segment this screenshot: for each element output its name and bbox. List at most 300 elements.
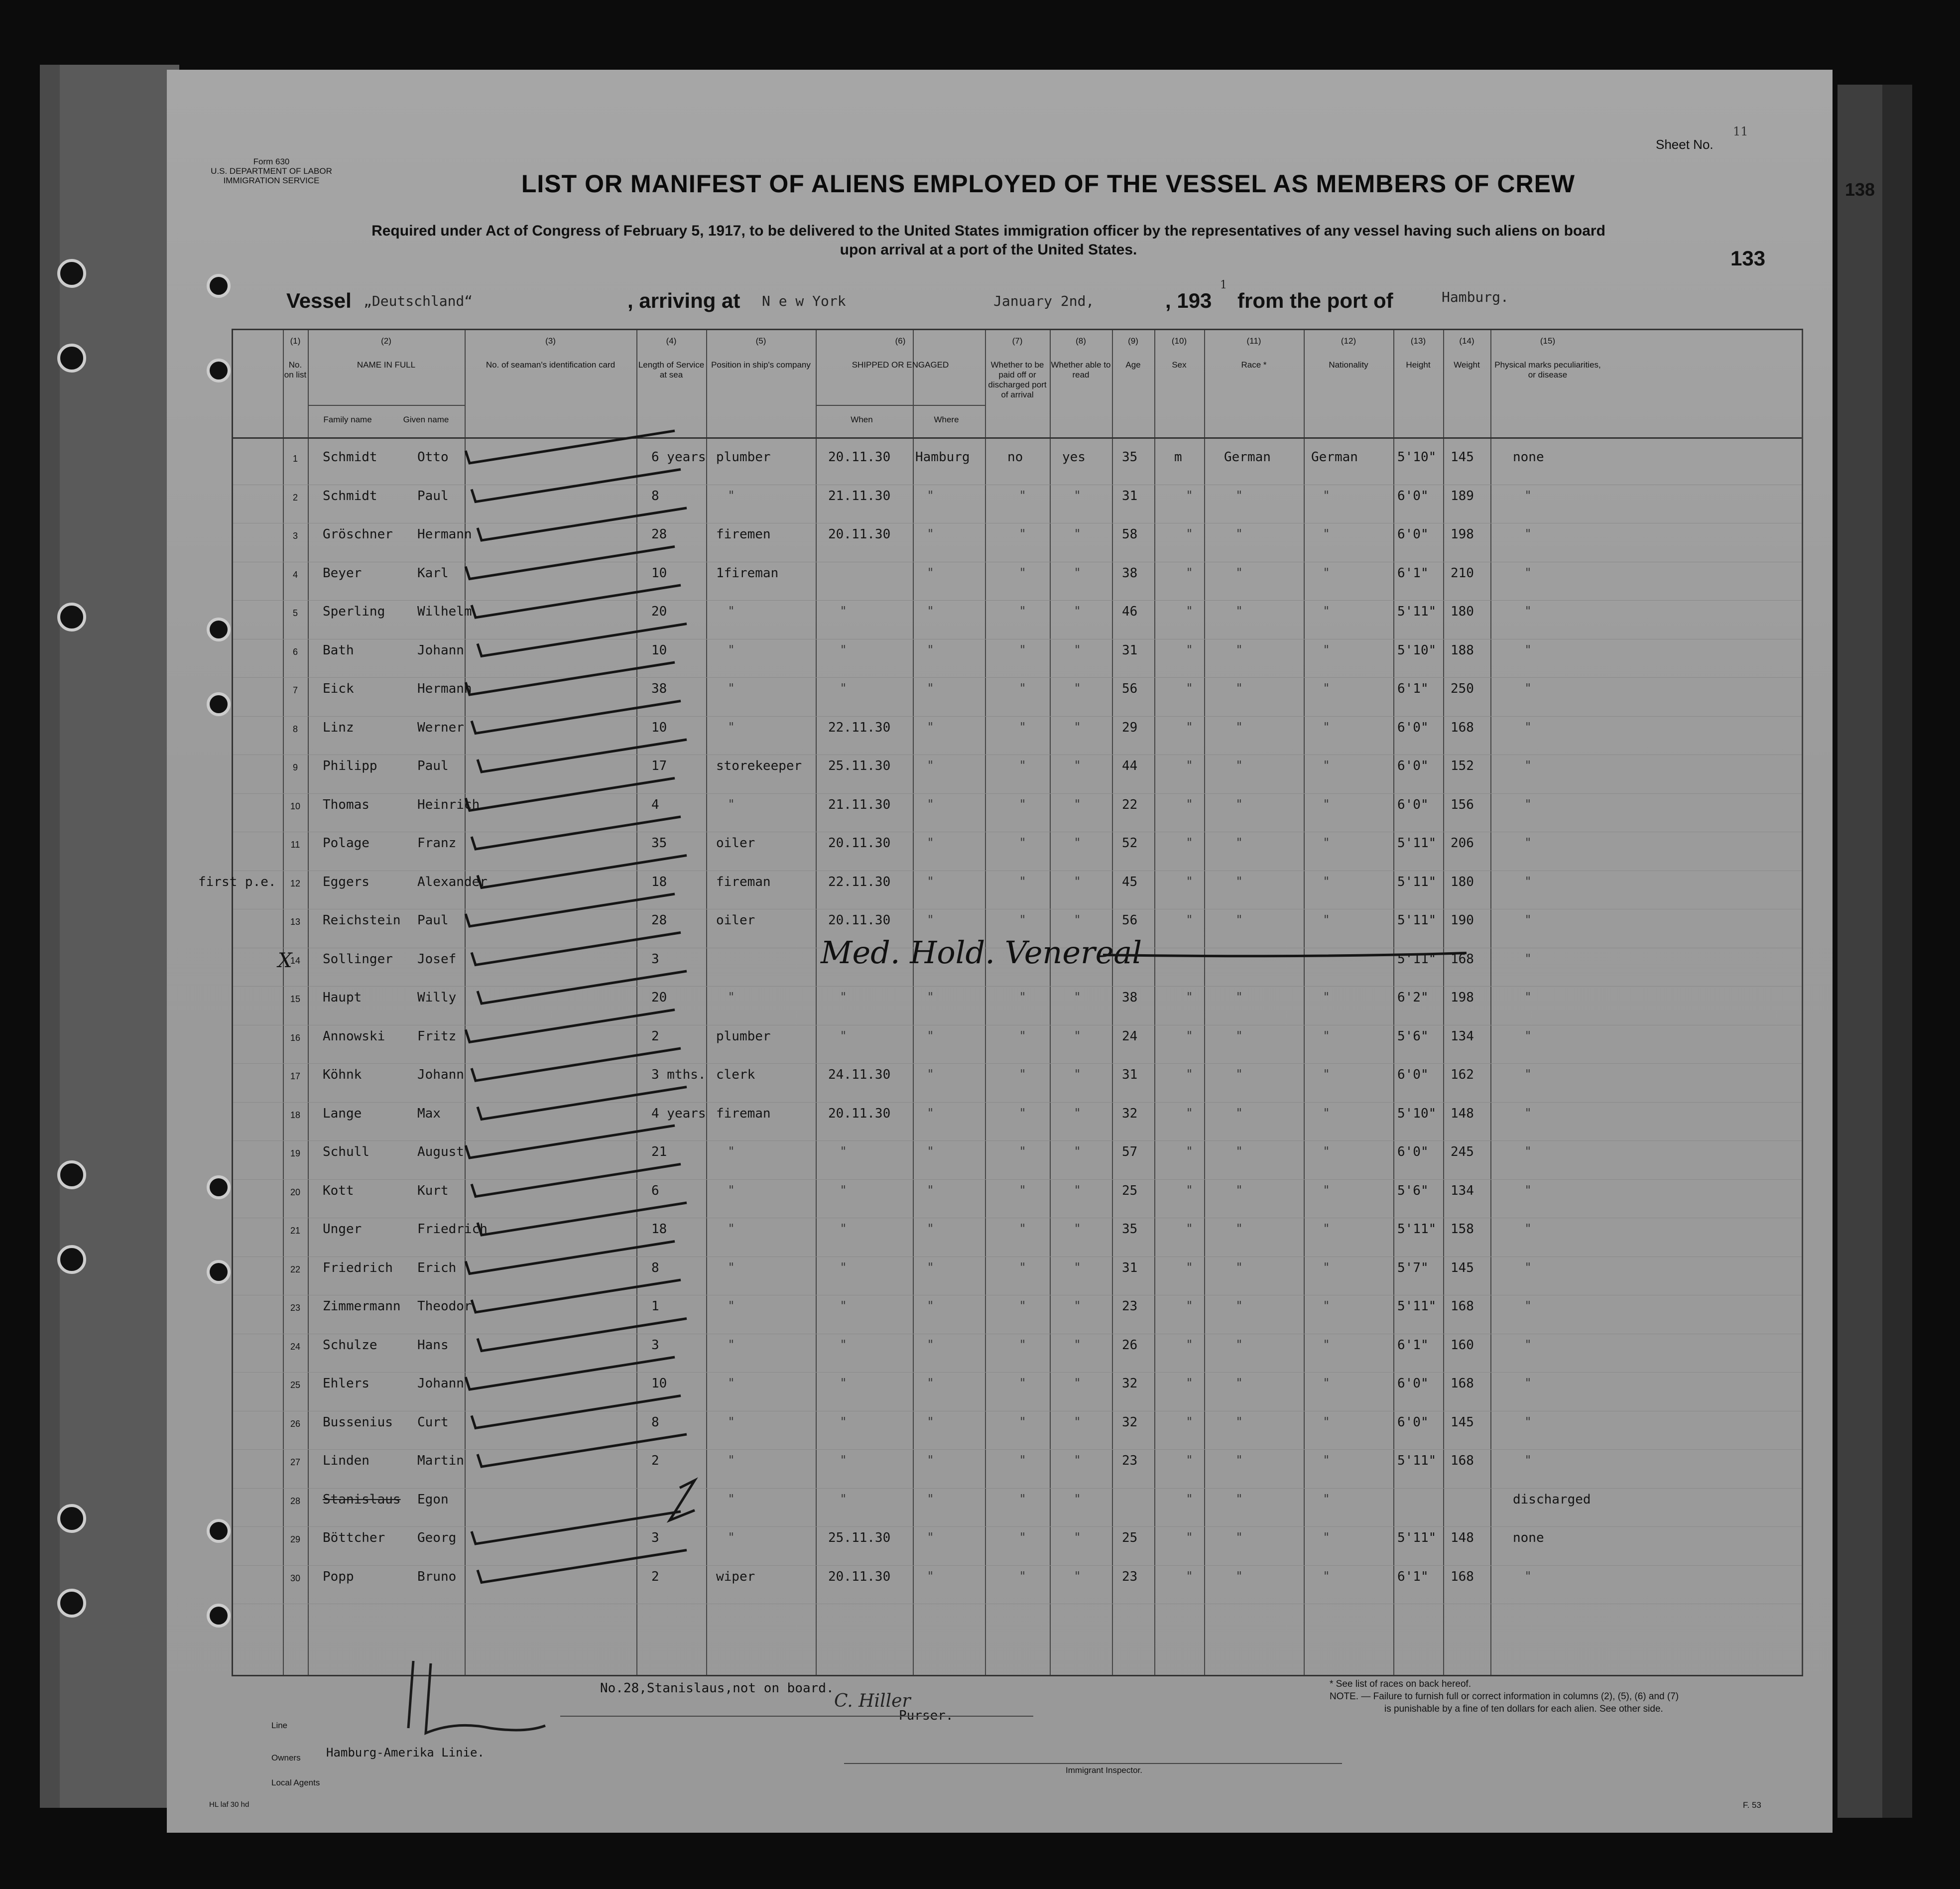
physical-marks: ": [1525, 1260, 1531, 1274]
col-height-number: (13): [1410, 336, 1426, 346]
age: 52: [1122, 836, 1138, 851]
service-length: 38: [651, 681, 667, 696]
able-to-read: ": [1075, 604, 1081, 618]
ship-position: ": [729, 1492, 735, 1506]
local-agents-label: Local Agents: [271, 1778, 320, 1787]
family-name: Schulze: [323, 1337, 377, 1353]
given-name: Paul: [417, 488, 449, 504]
service-length: 35: [651, 836, 667, 851]
able-to-read: ": [1075, 1337, 1081, 1352]
service-length: 8: [651, 1260, 659, 1275]
service-length: 21: [651, 1144, 667, 1159]
paid-off: ": [1020, 758, 1026, 772]
row-divider: [233, 1140, 1802, 1141]
row-number: 23: [290, 1303, 301, 1313]
service-length: 28: [651, 527, 667, 542]
weight: 168: [1451, 720, 1474, 735]
arrival-date: January 2nd,: [993, 293, 1095, 309]
service-length: 10: [651, 1376, 667, 1391]
service-length: 18: [651, 1222, 667, 1237]
age: 23: [1122, 1299, 1138, 1314]
family-name: Köhnk: [323, 1067, 362, 1082]
service-length: 18: [651, 874, 667, 889]
shipped-where: ": [928, 1222, 934, 1236]
given-name: Erich: [417, 1260, 457, 1275]
paid-off: ": [1020, 527, 1026, 541]
col-race-number: (11): [1246, 336, 1261, 346]
able-to-read: ": [1075, 488, 1081, 503]
nationality: ": [1324, 681, 1330, 695]
col-service-header: Length of Service at sea: [638, 360, 705, 379]
service-length: 4: [651, 797, 659, 812]
height: 6'1": [1397, 681, 1429, 696]
family-name: Philipp: [323, 758, 377, 773]
crew-manifest-table: [198, 329, 1803, 1676]
paid-off: ": [1020, 1106, 1026, 1120]
col-shipped-when: When: [851, 415, 873, 424]
nationality: ": [1324, 720, 1330, 734]
paid-off: ": [1020, 1299, 1026, 1313]
weight: 148: [1451, 1106, 1474, 1121]
paid-off: ": [1020, 642, 1026, 657]
ship-position: oiler: [716, 836, 755, 851]
paid-off: ": [1020, 1337, 1026, 1352]
sex: ": [1187, 990, 1193, 1004]
shipped-where: ": [928, 1414, 934, 1429]
weight: 168: [1451, 951, 1474, 967]
column-divider: [816, 330, 817, 1675]
age: 58: [1122, 527, 1138, 542]
physical-marks: ": [1525, 1144, 1531, 1158]
family-name: Friedrich: [323, 1260, 393, 1275]
shipped-where: ": [928, 720, 934, 734]
race: ": [1236, 913, 1242, 927]
from-port: Hamburg.: [1442, 289, 1509, 305]
family-name: Popp: [323, 1569, 354, 1584]
col-given-name: Given name: [403, 415, 449, 424]
col-age-number: (9): [1128, 336, 1138, 346]
race: ": [1236, 1530, 1242, 1544]
medical-hold-note: Med. Hold. Venereal: [821, 934, 1142, 971]
service-length: 2: [651, 1028, 659, 1044]
sex: ": [1187, 565, 1193, 580]
binder-hole-icon: [57, 1504, 86, 1533]
family-name: Zimmermann: [323, 1299, 401, 1314]
nationality: ": [1324, 1376, 1330, 1390]
given-name: Egon: [417, 1492, 449, 1507]
shipped-when: 22.11.30: [828, 720, 891, 735]
page-hole-icon: [207, 692, 231, 716]
height: 6'1": [1397, 1569, 1429, 1584]
nationality: ": [1324, 913, 1330, 927]
family-name: Stanislaus: [323, 1492, 401, 1507]
weight: 198: [1451, 990, 1474, 1005]
sheet-label: Sheet No.: [1656, 137, 1714, 152]
service-length: 3: [651, 1530, 659, 1545]
column-divider: [706, 330, 707, 1675]
family-name: Böttcher: [323, 1530, 385, 1545]
row-number: 22: [290, 1264, 301, 1274]
sex: ": [1187, 797, 1193, 811]
paid-off: ": [1020, 1183, 1026, 1197]
family-name: Reichstein: [323, 913, 401, 928]
row-number: 8: [292, 724, 298, 734]
form-number: Form 630: [253, 157, 290, 166]
paid-off: ": [1020, 1492, 1026, 1506]
shipped-where: ": [928, 488, 934, 503]
age: 31: [1122, 642, 1138, 658]
sex: m: [1174, 450, 1182, 465]
age: 35: [1122, 1222, 1138, 1237]
year-suffix: 1: [1220, 279, 1227, 291]
col-name-number: (2): [381, 336, 391, 346]
ship-position: ": [729, 488, 735, 503]
nationality: ": [1324, 1337, 1330, 1352]
arriving-port: N e w York: [762, 293, 846, 309]
physical-marks: ": [1525, 990, 1531, 1004]
height: 5'11": [1397, 1299, 1437, 1314]
height: 6'0": [1397, 797, 1429, 812]
service-length: 4 years: [651, 1106, 706, 1121]
race: ": [1236, 1414, 1242, 1429]
shipped-where: ": [928, 1144, 934, 1158]
col-shipped-where: Where: [934, 415, 959, 424]
able-to-read: ": [1075, 1376, 1081, 1390]
shipped-when: ": [841, 1376, 847, 1390]
given-name: Johann: [417, 642, 464, 658]
shipped-when: ": [841, 1260, 847, 1274]
col-paid-off-number: (7): [1012, 336, 1023, 346]
weight: 152: [1451, 758, 1474, 773]
height: 6'0": [1397, 1144, 1429, 1159]
race: ": [1236, 1144, 1242, 1158]
sex: ": [1187, 1222, 1193, 1236]
shipped-when: ": [841, 1183, 847, 1197]
physical-marks: ": [1525, 836, 1531, 850]
ship-position: ": [729, 1222, 735, 1236]
row-number: 15: [290, 994, 301, 1004]
ship-position: ": [729, 1530, 735, 1544]
able-to-read: ": [1075, 1144, 1081, 1158]
family-name: Eick: [323, 681, 354, 696]
column-divider: [913, 330, 914, 1675]
family-name: Schmidt: [323, 450, 377, 465]
margin-note-first: first p.e.: [198, 874, 276, 889]
nationality: ": [1324, 1183, 1330, 1197]
weight: 198: [1451, 527, 1474, 542]
height: 5'7": [1397, 1260, 1429, 1275]
shipped-when: ": [841, 681, 847, 695]
handwritten-line-mark: [396, 1653, 655, 1753]
ship-position: 1fireman: [716, 565, 779, 581]
race: ": [1236, 527, 1242, 541]
shipped-when: 25.11.30: [828, 1530, 891, 1545]
weight: 245: [1451, 1144, 1474, 1159]
able-to-read: ": [1075, 913, 1081, 927]
col-family-name: Family name: [323, 415, 372, 424]
fine-note-2: is punishable by a fine of ten dollars for each alien. See other side.: [1384, 1704, 1663, 1714]
shipped-where: ": [928, 1569, 934, 1583]
shipped-when: 20.11.30: [828, 450, 891, 465]
nationality: German: [1311, 450, 1358, 465]
shipped-where: ": [928, 1299, 934, 1313]
height: 5'11": [1397, 604, 1437, 619]
given-name: Kurt: [417, 1183, 449, 1198]
sex: ": [1187, 758, 1193, 772]
physical-marks: ": [1525, 1067, 1531, 1081]
paid-off: ": [1020, 604, 1026, 618]
able-to-read: ": [1075, 565, 1081, 580]
row-number: 17: [290, 1071, 301, 1081]
age: 35: [1122, 450, 1138, 465]
service-length: 17: [651, 758, 667, 773]
column-divider: [1050, 330, 1051, 1675]
col-nationality-number: (12): [1341, 336, 1356, 346]
given-name: Curt: [417, 1414, 449, 1430]
shipped-when: 25.11.30: [828, 758, 891, 773]
nationality: ": [1324, 874, 1330, 888]
sex: ": [1187, 642, 1193, 657]
column-divider: [985, 330, 986, 1675]
shipped-when: ": [841, 1299, 847, 1313]
print-code: HL laf 30 hd: [209, 1800, 249, 1809]
height: 6'2": [1397, 990, 1429, 1005]
column-divider: [1204, 330, 1205, 1675]
column-divider: [1304, 330, 1305, 1675]
col-service-number: (4): [666, 336, 677, 346]
nationality: ": [1324, 527, 1330, 541]
footnote-no28: No.28,Stanislaus,not on board.: [600, 1681, 834, 1696]
weight: 180: [1451, 604, 1474, 619]
given-name: Karl: [417, 565, 449, 581]
from-label: from the port of: [1237, 289, 1393, 312]
shipped-where: ": [928, 913, 934, 927]
sex: ": [1187, 1183, 1193, 1197]
given-name: Hermann: [417, 527, 472, 542]
nationality: ": [1324, 1106, 1330, 1120]
purser-label: Purser.: [899, 1708, 954, 1723]
race: ": [1236, 720, 1242, 734]
ship-position: plumber: [716, 450, 771, 465]
shipped-when: 21.11.30: [828, 797, 891, 812]
row-number: 10: [290, 801, 301, 811]
ship-position: ": [729, 1144, 735, 1158]
family-name: Eggers: [323, 874, 369, 889]
age: 46: [1122, 604, 1138, 619]
page-hole-icon: [207, 1519, 231, 1543]
physical-marks: ": [1525, 681, 1531, 695]
paid-off: no: [1007, 450, 1023, 465]
race: ": [1236, 1337, 1242, 1352]
height: 5'11": [1397, 836, 1437, 851]
physical-marks: ": [1525, 913, 1531, 927]
sex: ": [1187, 1337, 1193, 1352]
given-name: Paul: [417, 758, 449, 773]
adjacent-page-edge: [1838, 85, 1882, 1818]
row-number: 13: [290, 917, 301, 927]
nationality: ": [1324, 797, 1330, 811]
race: ": [1236, 1106, 1242, 1120]
able-to-read: ": [1075, 836, 1081, 850]
race: ": [1236, 758, 1242, 772]
race: ": [1236, 642, 1242, 657]
shipped-where: ": [928, 1337, 934, 1352]
height: 6'0": [1397, 1414, 1429, 1430]
race: ": [1236, 488, 1242, 503]
shipped-when: ": [841, 1453, 847, 1467]
nationality: ": [1324, 1569, 1330, 1583]
sex: ": [1187, 527, 1193, 541]
family-name: Haupt: [323, 990, 362, 1005]
col-weight-number: (14): [1459, 336, 1474, 346]
race: ": [1236, 681, 1242, 695]
ship-position: wiper: [716, 1569, 755, 1584]
physical-marks: ": [1525, 1569, 1531, 1583]
physical-marks: ": [1525, 527, 1531, 541]
age: 57: [1122, 1144, 1138, 1159]
given-name: Hans: [417, 1337, 449, 1353]
given-name: Theodor: [417, 1299, 472, 1314]
given-name: Hermann: [417, 681, 472, 696]
service-length: 3: [651, 1337, 659, 1353]
able-to-read: ": [1075, 1299, 1081, 1313]
weight: 168: [1451, 1376, 1474, 1391]
col-sex-number: (10): [1171, 336, 1187, 346]
ship-position: ": [729, 990, 735, 1004]
sex: ": [1187, 488, 1193, 503]
nationality: ": [1324, 990, 1330, 1004]
col-id-card-number: (3): [545, 336, 556, 346]
paid-off: ": [1020, 1067, 1026, 1081]
col-marks-header: Physical marks peculiarities, or disease: [1494, 360, 1601, 379]
weight: 210: [1451, 565, 1474, 581]
shipped-where: ": [928, 642, 934, 657]
physical-marks: ": [1525, 951, 1531, 966]
paid-off: ": [1020, 874, 1026, 888]
nationality: ": [1324, 565, 1330, 580]
header-divider: [233, 437, 1802, 439]
service-length: 20: [651, 604, 667, 619]
shipped-when: 20.11.30: [828, 1106, 891, 1121]
age: 25: [1122, 1530, 1138, 1545]
col-shipped-number: (6): [895, 336, 906, 346]
row-number: 9: [292, 762, 298, 772]
row-divider: [233, 1372, 1802, 1373]
physical-marks: none: [1513, 1530, 1544, 1545]
race: ": [1236, 1222, 1242, 1236]
column-divider: [1802, 330, 1803, 1675]
shipped-when: ": [841, 1144, 847, 1158]
column-divider: [1393, 330, 1394, 1675]
able-to-read: ": [1075, 1222, 1081, 1236]
shipped-when: ": [841, 1337, 847, 1352]
ship-position: firemen: [716, 527, 771, 542]
sex: ": [1187, 1144, 1193, 1158]
nationality: ": [1324, 1028, 1330, 1043]
fine-note: NOTE. — Failure to furnish full or correct information in columns (2), (5), (6) and (7): [1330, 1691, 1679, 1702]
shipped-where: ": [928, 604, 934, 618]
col-read-header: Whether able to read: [1051, 360, 1111, 379]
purser-signature: C. Hiller: [834, 1691, 911, 1711]
row-number: 12: [290, 878, 301, 888]
row-divider: [233, 1102, 1802, 1103]
age: 56: [1122, 681, 1138, 696]
height: 6'0": [1397, 1067, 1429, 1082]
physical-marks: ": [1525, 1106, 1531, 1120]
paid-off: ": [1020, 1222, 1026, 1236]
sheet-number: 11: [1733, 125, 1748, 138]
weight: 160: [1451, 1337, 1474, 1353]
race: ": [1236, 990, 1242, 1004]
given-name: Max: [417, 1106, 441, 1121]
physical-marks: ": [1525, 1337, 1531, 1352]
page-number: 133: [1730, 247, 1766, 270]
shipped-where: Hamburg: [915, 450, 970, 465]
row-number: 27: [290, 1457, 301, 1467]
shipped-when: ": [841, 1222, 847, 1236]
requirement-line-2: upon arrival at a port of the United States.: [840, 242, 1137, 258]
height: 5'11": [1397, 1222, 1437, 1237]
sex: ": [1187, 1376, 1193, 1390]
ship-position: ": [729, 1453, 735, 1467]
family-name: Schull: [323, 1144, 369, 1159]
binder-edge-inner: [60, 65, 179, 1808]
col-position-header: Position in ship's company: [711, 360, 811, 370]
height: 5'11": [1397, 1453, 1437, 1468]
nationality: ": [1324, 758, 1330, 772]
row-number: 14: [290, 955, 301, 966]
sex: ": [1187, 1492, 1193, 1506]
physical-marks: ": [1525, 1028, 1531, 1043]
sex: ": [1187, 836, 1193, 850]
shipped-where: ": [928, 1530, 934, 1544]
row-number: 3: [292, 531, 298, 541]
column-divider: [283, 330, 284, 1675]
given-name: Werner: [417, 720, 464, 735]
physical-marks: ": [1525, 1453, 1531, 1467]
paid-off: ": [1020, 1028, 1026, 1043]
age: 24: [1122, 1028, 1138, 1044]
row-divider: [233, 1565, 1802, 1566]
given-name: Friedrich: [417, 1222, 488, 1237]
race: ": [1236, 1260, 1242, 1274]
service-name: IMMIGRATION SERVICE: [223, 176, 320, 185]
ship-position: storekeeper: [716, 758, 802, 773]
family-name: Polage: [323, 836, 369, 851]
physical-marks: ": [1525, 1299, 1531, 1313]
height: 6'1": [1397, 565, 1429, 581]
shipped-when: 20.11.30: [828, 836, 891, 851]
age: 31: [1122, 1067, 1138, 1082]
manifest-page: [167, 70, 1875, 1833]
race: ": [1236, 1067, 1242, 1081]
row-number: 29: [290, 1534, 301, 1544]
shipped-where: ": [928, 565, 934, 580]
physical-marks: ": [1525, 1222, 1531, 1236]
ship-position: plumber: [716, 1028, 771, 1044]
age: 26: [1122, 1337, 1138, 1353]
physical-marks: ": [1525, 604, 1531, 618]
row-divider: [233, 1449, 1802, 1450]
height: 5'11": [1397, 1530, 1437, 1545]
races-note: * See list of races on back hereof.: [1330, 1679, 1471, 1689]
nationality: ": [1324, 1299, 1330, 1313]
age: 23: [1122, 1453, 1138, 1468]
able-to-read: ": [1075, 1183, 1081, 1197]
weight: 145: [1451, 1260, 1474, 1275]
row-number: 6: [292, 646, 298, 657]
adjacent-page-shadow: [1882, 85, 1912, 1818]
